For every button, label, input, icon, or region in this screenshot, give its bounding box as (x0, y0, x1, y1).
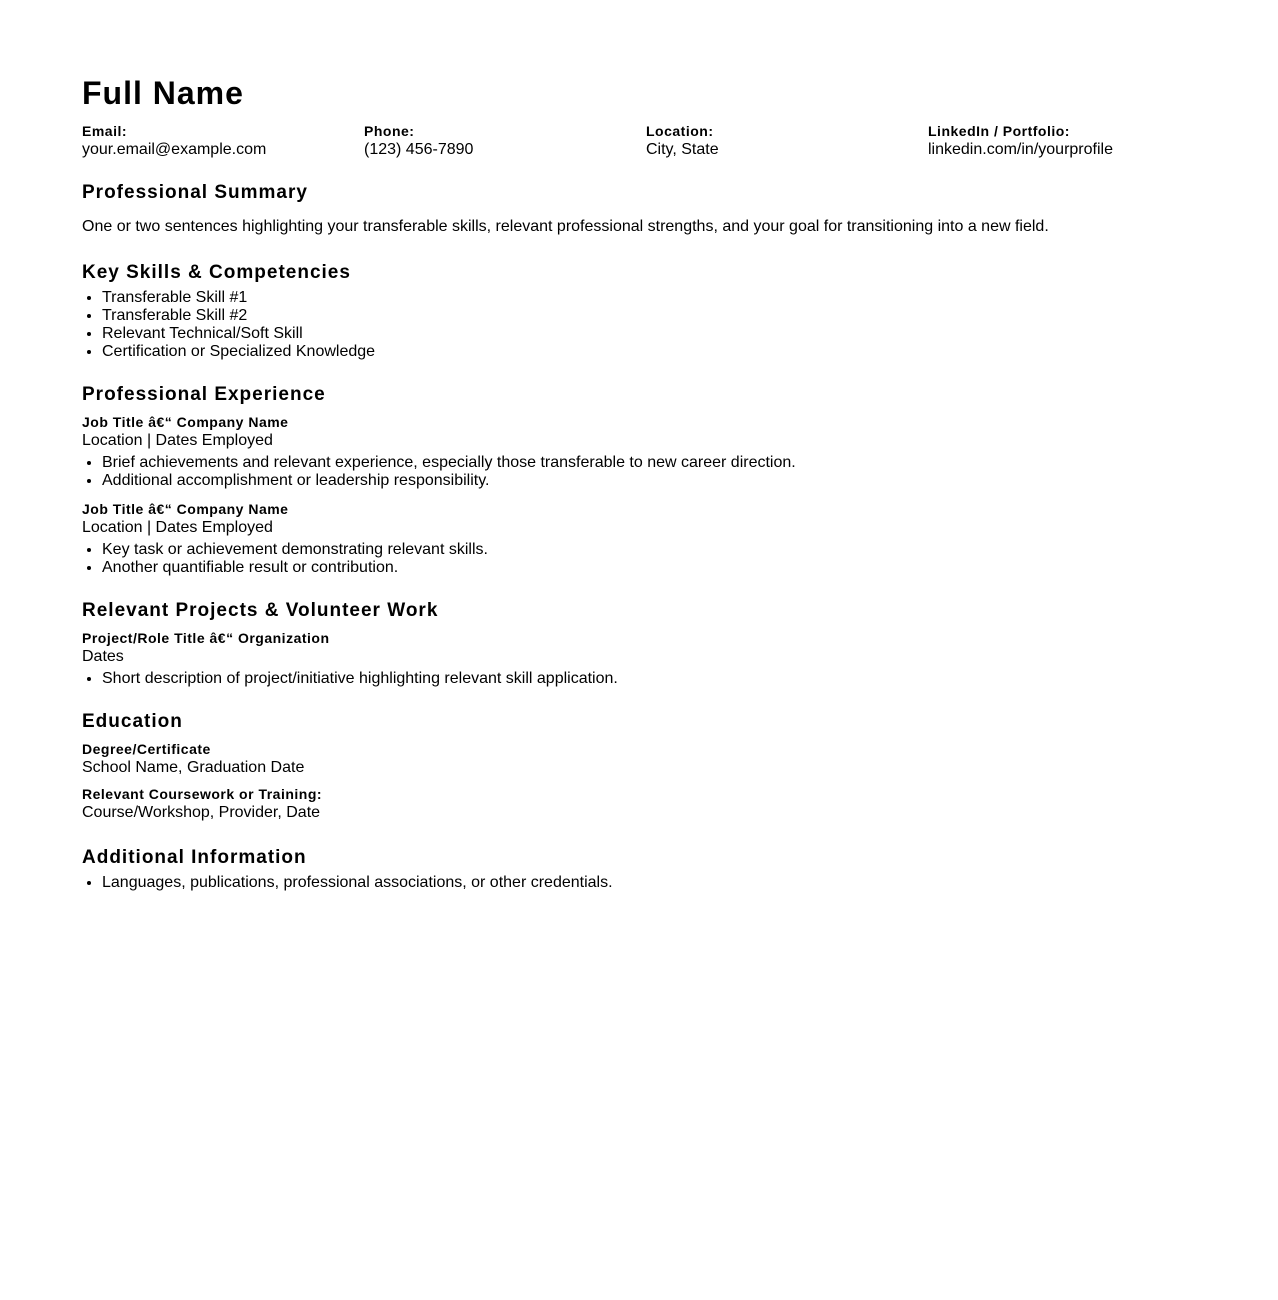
coursework-detail: Course/Workshop, Provider, Date (82, 804, 321, 821)
contact-label: Location: (646, 123, 714, 139)
summary-section (82, 181, 1196, 237)
coursework-title: Relevant Coursework or Training: (82, 786, 323, 802)
contact-location (646, 122, 928, 159)
education-entry (82, 740, 1196, 777)
additional-list (82, 874, 1196, 892)
list-item: • Another quantifiable result or contribution. (102, 559, 1196, 577)
project-title: Project/Role Title â€“ Organization (82, 630, 330, 646)
section-heading: Key Skills & Competencies (82, 262, 351, 283)
contact-value: (123) 456-7890 (364, 141, 474, 158)
list-item: • Languages, publications, professional associations, or other credentials. (102, 874, 1196, 892)
projects-section (82, 599, 1196, 688)
contact-value: City, State (646, 141, 719, 158)
contact-value: linkedin.com/in/yourprofile (928, 141, 1113, 158)
degree-detail: School Name, Graduation Date (82, 759, 305, 776)
job-meta: Location | Dates Employed (82, 432, 273, 449)
contact-value: your.email@example.com (82, 141, 267, 158)
list-item: • Brief achievements and relevant experience, especially those transferable to new career direction. (102, 454, 1196, 472)
summary-text: One or two sentences highlighting your transferable skills, relevant professional strengths, and your goal for transitioning into a new field. (82, 218, 1049, 235)
section-heading: Additional Information (82, 847, 307, 868)
section-heading: Professional Summary (82, 182, 308, 203)
degree-title: Degree/Certificate (82, 741, 211, 757)
job-bullets (82, 454, 1196, 490)
contact-label: Email: (82, 123, 128, 139)
contact-label: LinkedIn / Portfolio: (928, 123, 1070, 139)
job-title: Job Title â€“ Company Name (82, 501, 289, 517)
job-meta: Location | Dates Employed (82, 519, 273, 536)
experience-section (82, 383, 1196, 577)
job-entry (82, 500, 1196, 577)
project-meta: Dates (82, 648, 124, 665)
project-bullets (82, 670, 1196, 688)
job-title: Job Title â€“ Company Name (82, 414, 289, 430)
contact-email (82, 122, 364, 159)
project-entry (82, 629, 1196, 688)
list-item: • Key task or achievement demonstrating relevant skills. (102, 541, 1196, 559)
list-item: • Short description of project/initiative highlighting relevant skill application. (102, 670, 1196, 688)
list-item: • Certification or Specialized Knowledge (102, 343, 1196, 361)
list-item: • Relevant Technical/Soft Skill (102, 325, 1196, 343)
contact-linkedin (928, 122, 1210, 159)
skills-list (82, 289, 1196, 361)
job-entry (82, 413, 1196, 490)
full-name: Full Name (82, 75, 244, 111)
education-section (82, 710, 1196, 822)
list-item: • Transferable Skill #2 (102, 307, 1196, 325)
section-heading: Relevant Projects & Volunteer Work (82, 600, 439, 621)
skills-section (82, 261, 1196, 361)
additional-section (82, 846, 1196, 892)
contact-label: Phone: (364, 123, 415, 139)
list-item: • Additional accomplishment or leadership responsibility. (102, 472, 1196, 490)
contact-phone (364, 122, 646, 159)
list-item: • Transferable Skill #1 (102, 289, 1196, 307)
section-heading: Education (82, 711, 183, 732)
section-heading: Professional Experience (82, 384, 326, 405)
coursework-entry (82, 785, 1196, 822)
contact-info (82, 122, 1196, 159)
job-bullets (82, 541, 1196, 577)
